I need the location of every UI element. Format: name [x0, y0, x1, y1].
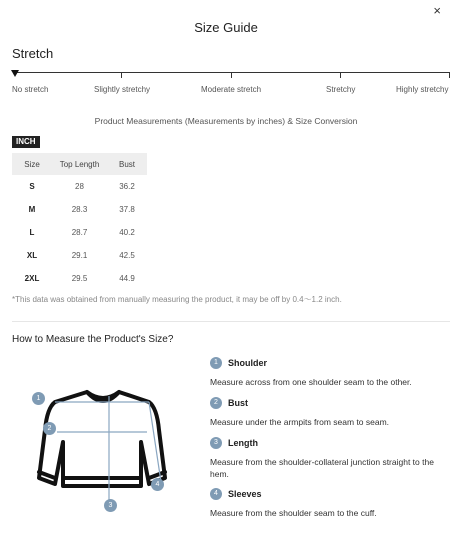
- unit-badge[interactable]: INCH: [12, 136, 40, 148]
- table-row: [12, 175, 147, 198]
- item-number-badge: 2: [210, 397, 222, 409]
- cell-size: M: [28, 205, 36, 214]
- cell-top-length: 29.5: [71, 274, 88, 283]
- cell-top-length: 28.3: [71, 205, 88, 214]
- stretch-label-highly: Highly stretchy: [396, 85, 449, 94]
- measurement-note: *This data was obtained from manually measuring the product, it may be off by 0.4～1.2 inch.: [12, 295, 342, 304]
- table-header-row: [12, 153, 147, 175]
- table-row: [12, 244, 147, 267]
- cell-size: L: [29, 228, 35, 237]
- stretch-tick: [340, 72, 341, 78]
- table-row: [12, 198, 147, 221]
- stretch-tick: [231, 72, 232, 78]
- cell-top-length: 29.1: [71, 251, 88, 260]
- column-header-size: Size: [12, 153, 52, 175]
- diagram-marker-2: 2: [43, 422, 56, 435]
- measure-item-length: [210, 437, 445, 480]
- cell-size: S: [29, 182, 35, 191]
- measure-item-sleeves: [210, 488, 445, 519]
- item-number-badge: 3: [210, 437, 222, 449]
- cell-bust: 36.2: [119, 182, 135, 191]
- item-description: Measure from the shoulder seam to the cuff.: [210, 508, 377, 518]
- cell-top-length: 28.7: [71, 228, 88, 237]
- diagram-marker-4: 4: [151, 478, 164, 491]
- cell-size: 2XL: [24, 274, 40, 283]
- item-description: Measure across from one shoulder seam to the other.: [210, 377, 412, 387]
- measure-item-shoulder: [210, 357, 445, 388]
- stretch-label-slightly: Slightly stretchy: [94, 85, 151, 94]
- column-header-bust: Bust: [107, 153, 147, 175]
- sweatshirt-diagram: [25, 380, 175, 515]
- item-name: Shoulder: [228, 358, 268, 368]
- item-name: Bust: [228, 398, 248, 408]
- table-row: [12, 267, 147, 290]
- item-name: Length: [228, 438, 258, 448]
- item-name: Sleeves: [228, 489, 262, 499]
- measurements-title: Product Measurements (Measurements by inches) & Size Conversion: [94, 116, 358, 126]
- column-header-top-length: Top Length: [52, 153, 107, 175]
- item-description: Measure from the shoulder-collateral junction straight to the hem.: [210, 457, 434, 479]
- section-divider: [12, 321, 450, 322]
- cell-bust: 40.2: [119, 228, 135, 237]
- stretch-heading: Stretch: [12, 46, 54, 61]
- stretch-label-moderate: Moderate stretch: [201, 85, 262, 94]
- stretch-label-none: No stretch: [12, 85, 49, 94]
- how-to-heading: How to Measure the Product's Size?: [12, 334, 174, 345]
- close-icon[interactable]: ×: [433, 3, 441, 18]
- stretch-label-stretchy: Stretchy: [326, 85, 356, 94]
- size-table: [12, 153, 147, 290]
- sweatshirt-icon: [25, 380, 175, 515]
- stretch-tick: [121, 72, 122, 78]
- diagram-marker-3: 3: [104, 499, 117, 512]
- item-number-badge: 4: [210, 488, 222, 500]
- stretch-marker-icon: [11, 70, 19, 77]
- item-number-badge: 1: [210, 357, 222, 369]
- page-title: Size Guide: [194, 20, 258, 35]
- cell-bust: 42.5: [119, 251, 135, 260]
- stretch-tick: [449, 72, 450, 78]
- cell-top-length: 28: [75, 182, 84, 191]
- measure-item-bust: [210, 397, 445, 428]
- table-row: [12, 221, 147, 244]
- cell-bust: 37.8: [119, 205, 135, 214]
- cell-size: XL: [26, 251, 38, 260]
- cell-bust: 44.9: [119, 274, 135, 283]
- diagram-marker-1: 1: [32, 392, 45, 405]
- item-description: Measure under the armpits from seam to seam.: [210, 417, 390, 427]
